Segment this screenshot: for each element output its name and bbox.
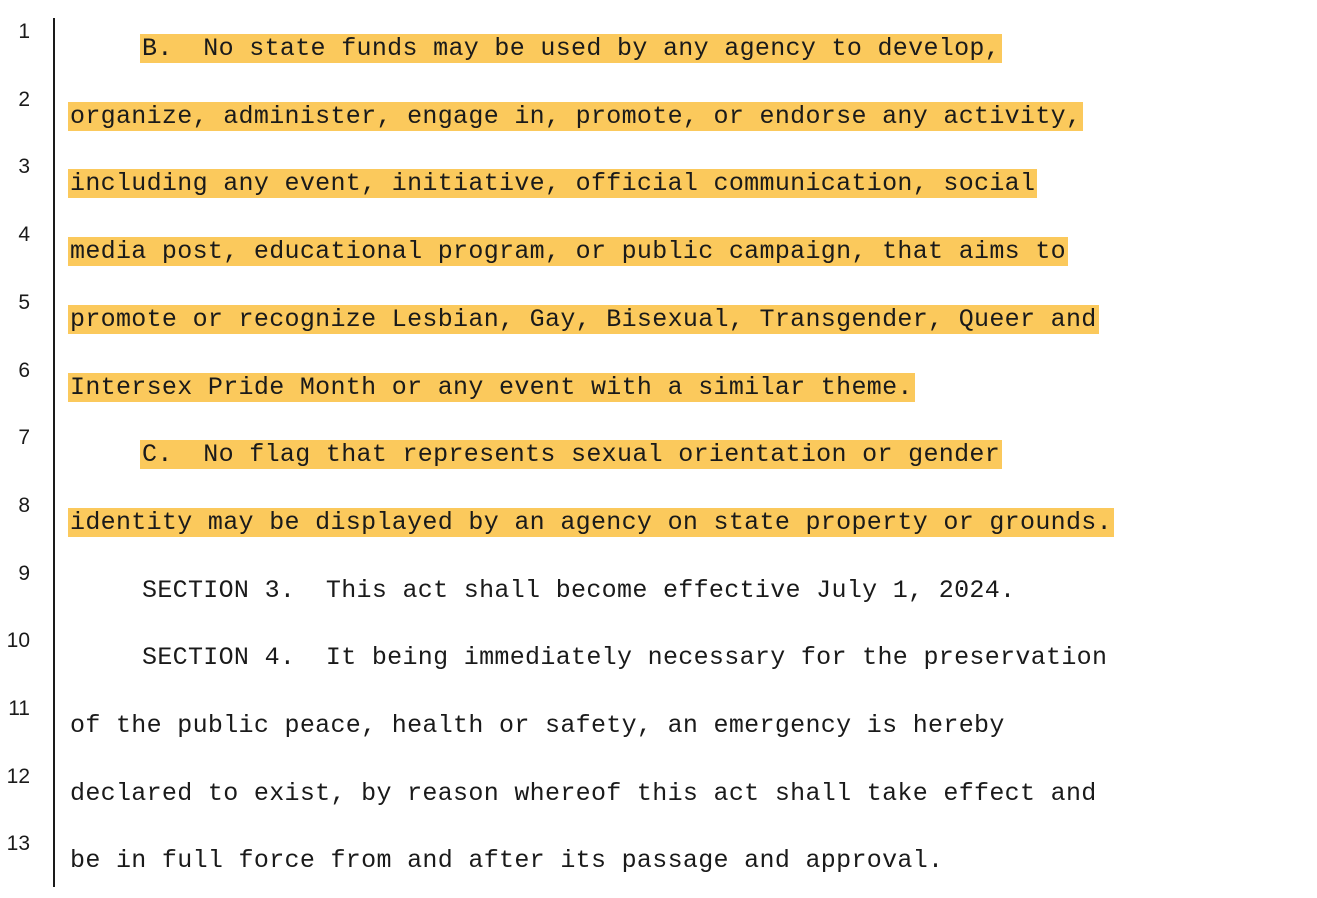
line-text: [70, 303, 1099, 337]
document-line: [0, 830, 1317, 898]
line-number: 4: [18, 223, 30, 247]
document-line: [0, 18, 1317, 86]
highlighted-text[interactable]: Intersex Pride Month or any event with a similar theme.: [70, 372, 913, 402]
document-line: [0, 424, 1317, 492]
line-number: 8: [18, 493, 30, 517]
document-line: [0, 492, 1317, 560]
line-number: 12: [6, 764, 30, 788]
line-text: [70, 506, 1114, 540]
line-number: 5: [18, 290, 30, 314]
line-number: 10: [6, 629, 30, 653]
line-text[interactable]: SECTION 3. This act shall become effective July 1, 2024.: [142, 575, 1016, 605]
highlighted-text[interactable]: organize, administer, engage in, promote, or endorse any activity,: [70, 101, 1082, 131]
highlighted-text[interactable]: media post, educational program, or public campaign, that aims to: [70, 237, 1066, 267]
line-text[interactable]: SECTION 4. It being immediately necessary for the preservation: [142, 643, 1108, 673]
line-text: [142, 438, 1002, 472]
line-text: [70, 235, 1068, 269]
line-text[interactable]: declared to exist, by reason whereof this act shall take effect and: [70, 778, 1097, 808]
line-number: 7: [18, 426, 30, 450]
document-line: [0, 289, 1317, 357]
line-text: [70, 100, 1083, 134]
highlighted-text[interactable]: B. No state funds may be used by any agency to develop,: [142, 34, 1001, 63]
line-number: 9: [18, 561, 30, 585]
line-number: 2: [18, 87, 30, 111]
line-text[interactable]: of the public peace, health or safety, an emergency is hereby: [70, 711, 1005, 740]
line-text[interactable]: be in full force from and after its passage and approval.: [70, 846, 944, 876]
document-line: [0, 627, 1317, 695]
document-line: [0, 695, 1317, 763]
document-line: [0, 86, 1317, 154]
document-line: [0, 763, 1317, 831]
highlighted-text[interactable]: C. No flag that represents sexual orientation or gender: [142, 440, 1001, 470]
document-line: [0, 221, 1317, 289]
line-number: 3: [18, 155, 30, 179]
line-text: [70, 167, 1037, 201]
highlighted-text[interactable]: identity may be displayed by an agency on state property or grounds.: [70, 507, 1112, 537]
line-text: [70, 371, 915, 405]
document-line: [0, 153, 1317, 221]
line-number: 11: [8, 697, 30, 720]
highlighted-text[interactable]: promote or recognize Lesbian, Gay, Bisexual, Transgender, Queer and: [70, 304, 1097, 334]
highlighted-text[interactable]: including any event, initiative, official communication, social: [70, 169, 1036, 199]
line-number: 13: [6, 832, 30, 856]
line-number: 1: [18, 20, 30, 43]
line-number: 6: [18, 358, 30, 382]
document-line: [0, 560, 1317, 628]
line-text: [142, 32, 1002, 66]
document-line: [0, 357, 1317, 425]
